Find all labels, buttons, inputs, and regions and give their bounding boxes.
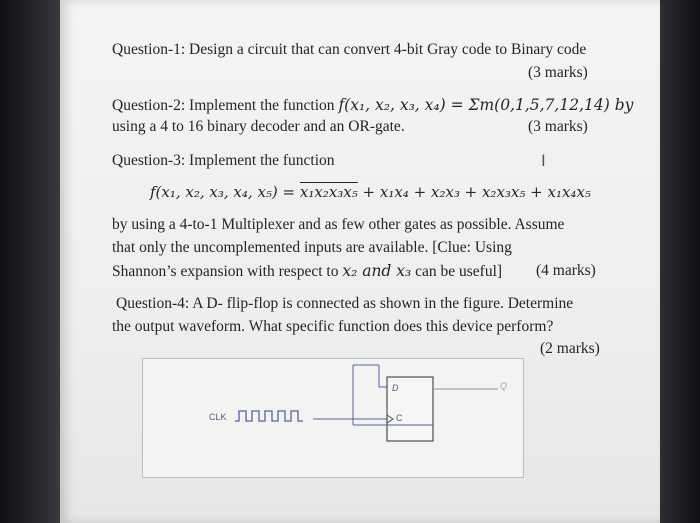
flip-flop-diagram — [143, 359, 523, 477]
question-1-text: Question-1: Design a circuit that can convert 4-bit Gray code to Binary code — [112, 41, 587, 58]
question-3-line-4: that only the uncomplemented inputs are available. [Clue: Using — [112, 239, 512, 256]
question-2-line-1 — [112, 95, 633, 116]
question-3-variables: x₂ and x₃ — [342, 262, 412, 280]
clk-label: CLK — [209, 412, 227, 422]
formula-complemented-term: x₁x₂x₃x₅ — [299, 183, 358, 201]
question-2-prefix: Question-2: Implement the function — [112, 97, 339, 114]
question-4-line-1: Question-4: A D- flip-flop is connected as shown in the figure. Determine — [116, 295, 574, 312]
flip-flop-figure — [142, 358, 524, 478]
question-3-line-5 — [112, 261, 502, 282]
question-3-formula — [150, 182, 591, 202]
question-2-marks: (3 marks) — [528, 118, 588, 135]
question-3-line-1: Question-3: Implement the function — [112, 152, 335, 169]
question-4-marks: (2 marks) — [540, 340, 600, 357]
question-3-line-5-a: Shannon’s expansion with respect to — [112, 263, 343, 280]
d-label: D — [392, 383, 399, 393]
question-4-line-2: the output waveform. What specific function does this device perform? — [112, 318, 554, 335]
monitor-bezel-left — [0, 0, 60, 523]
q-label: Q — [500, 381, 508, 391]
formula-lhs: f(x₁, x₂, x₃, x₄, x₅) = — [150, 183, 300, 201]
monitor-bezel-right — [660, 0, 700, 523]
text-cursor-icon: I — [541, 151, 546, 170]
question-2-line-2: using a 4 to 16 binary decoder and an OR-gate. — [112, 118, 405, 135]
formula-rest: + x₁x₄ + x₂x₃ + x₂x₃x₅ + x₁x₄x₅ — [357, 183, 591, 201]
question-3-line-5-c: can be useful] — [411, 263, 503, 280]
question-1-marks: (3 marks) — [528, 64, 588, 81]
question-2-function: f(x₁, x₂, x₃, x₄) = Σm(0,1,5,7,12,14) by — [338, 96, 634, 114]
clock-waveform — [235, 411, 303, 421]
question-3-marks: (4 marks) — [536, 262, 596, 279]
question-3-line-3: by using a 4-to-1 Multiplexer and as few other gates as possible. Assume — [112, 216, 565, 233]
c-label: C — [396, 413, 403, 423]
